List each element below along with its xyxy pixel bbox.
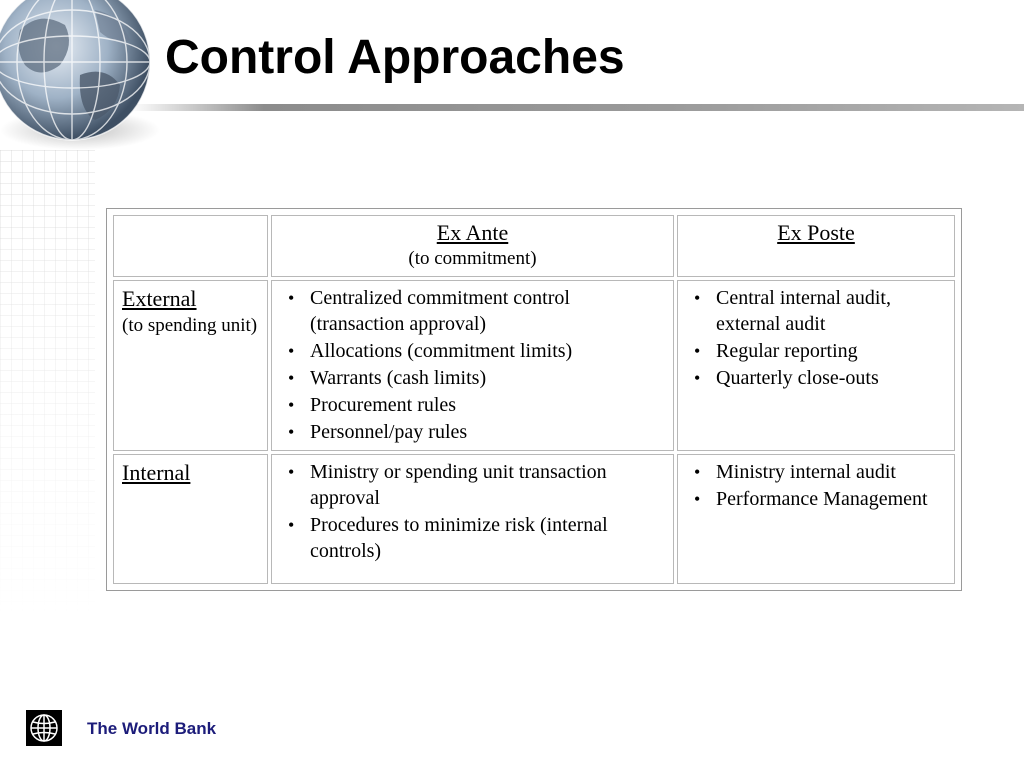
grid-background: [0, 150, 95, 620]
list-item: • Ministry internal audit: [716, 459, 946, 485]
list-item: • Performance Management: [716, 486, 946, 512]
bullet-list: [280, 459, 665, 564]
row-header-external: [113, 280, 268, 451]
title-divider: [130, 104, 1024, 111]
list-item: • Quarterly close-outs: [716, 365, 946, 391]
list-item: • Personnel/pay rules: [310, 419, 665, 445]
table-row-internal: [113, 454, 955, 584]
list-item: • Allocations (commitment limits): [310, 338, 665, 364]
list-item: • Procedures to minimize risk (internal controls): [310, 512, 665, 564]
empty-corner-cell: [113, 215, 268, 277]
col-header-ex-ante: [271, 215, 674, 277]
cell-external-ex-poste: [677, 280, 955, 451]
bullet-list: [280, 285, 665, 445]
table-row-external: [113, 280, 955, 451]
page-title: Control Approaches: [165, 31, 625, 84]
footer-brand: The World Bank: [87, 719, 217, 738]
cell-internal-ex-ante: [271, 454, 674, 584]
cell-external-ex-ante: [271, 280, 674, 451]
row-header-internal: [113, 454, 268, 584]
list-item: • Warrants (cash limits): [310, 365, 665, 391]
list-item: • Ministry or spending unit transaction approval: [310, 459, 665, 511]
cell-internal-ex-poste: [677, 454, 955, 584]
table-header-row: [113, 215, 955, 277]
row-header-label: External: [122, 286, 197, 311]
control-table: [106, 208, 962, 591]
globe-icon: [0, 0, 165, 155]
bullet-list: [686, 285, 946, 391]
bullet-list: [686, 459, 946, 512]
col-header-sub: (to commitment): [408, 248, 537, 269]
list-item: • Central internal audit, external audit: [716, 285, 946, 337]
row-header-sub: (to spending unit): [122, 315, 258, 336]
col-header-label: Ex Poste: [777, 220, 855, 245]
list-item: • Procurement rules: [310, 392, 665, 418]
list-item: • Centralized commitment control (transaction approval): [310, 285, 665, 337]
list-item: • Regular reporting: [716, 338, 946, 364]
col-header-label: Ex Ante: [436, 220, 509, 245]
control-matrix: [110, 212, 958, 587]
col-header-ex-poste: [677, 215, 955, 277]
row-header-label: Internal: [122, 460, 191, 485]
world-bank-logo-icon: [26, 710, 62, 746]
